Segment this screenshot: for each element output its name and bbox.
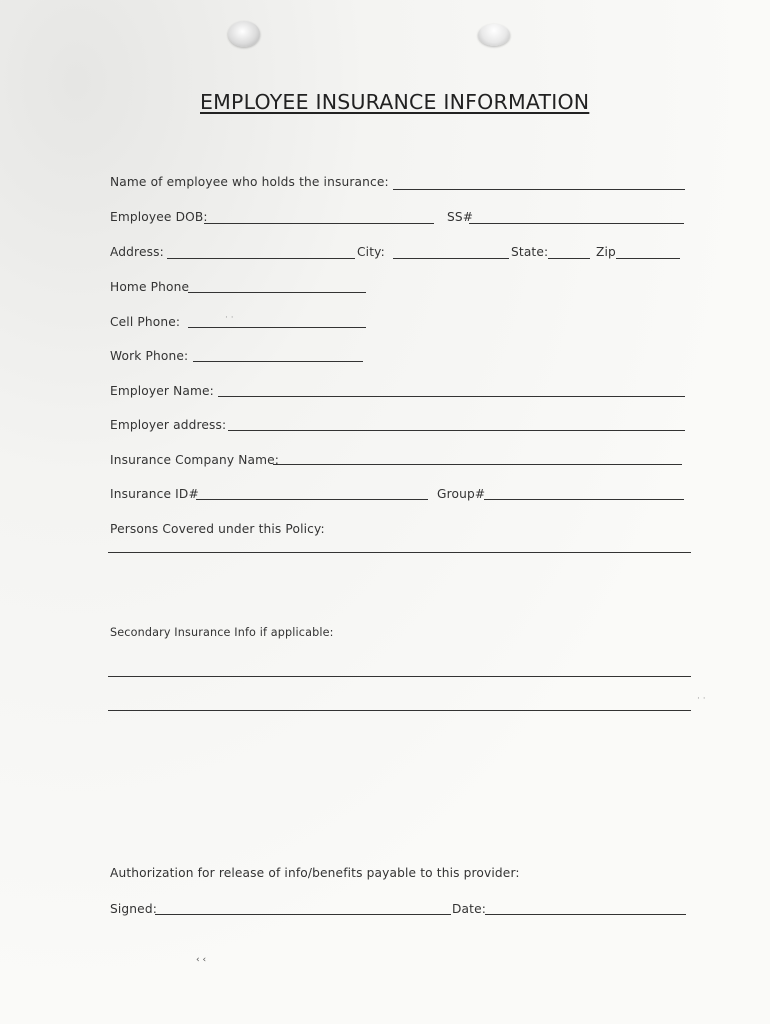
cell-phone-label: Cell Phone: (110, 315, 181, 329)
work-phone-label: Work Phone: (110, 349, 189, 363)
work-phone-field[interactable] (193, 361, 363, 362)
zip-label: Zip (596, 245, 616, 259)
scan-speck: ‹ ‹ (196, 955, 207, 965)
address-field[interactable] (167, 258, 355, 259)
persons-covered-field[interactable] (108, 552, 691, 553)
insurance-company-field[interactable] (273, 464, 682, 465)
city-label: City: (357, 245, 385, 259)
state-field[interactable] (548, 258, 590, 259)
scan-speck: · · (225, 313, 234, 323)
insurance-company-label: Insurance Company Name: (110, 453, 280, 467)
employer-address-field[interactable] (228, 430, 685, 431)
employee-name-label: Name of employee who holds the insurance: (110, 175, 389, 189)
group-field[interactable] (484, 499, 684, 500)
zip-field[interactable] (616, 258, 680, 259)
punch-hole-left (228, 21, 260, 47)
employee-dob-label: Employee DOB: (110, 210, 208, 224)
persons-covered-label: Persons Covered under this Policy: (110, 522, 325, 536)
group-label: Group# (437, 487, 486, 501)
secondary-insurance-field-1[interactable] (108, 676, 691, 677)
employer-name-label: Employer Name: (110, 384, 214, 398)
signed-label: Signed: (110, 902, 157, 916)
cell-phone-field[interactable] (188, 327, 366, 328)
home-phone-field[interactable] (188, 292, 366, 293)
punch-hole-right (478, 24, 510, 46)
ssn-label: SS# (447, 210, 474, 224)
address-label: Address: (110, 245, 164, 259)
scan-speck: · · (697, 694, 706, 704)
date-label: Date: (452, 902, 486, 916)
insurance-id-label: Insurance ID# (110, 487, 199, 501)
state-label: State: (511, 245, 549, 259)
form-title: EMPLOYEE INSURANCE INFORMATION (200, 90, 590, 114)
employer-name-field[interactable] (218, 396, 685, 397)
authorization-label: Authorization for release of info/benefits payable to this provider: (110, 866, 520, 880)
home-phone-label: Home Phone (110, 280, 190, 294)
employee-dob-field[interactable] (204, 223, 434, 224)
employee-name-field[interactable] (393, 189, 685, 190)
ssn-field[interactable] (469, 223, 684, 224)
insurance-id-field[interactable] (196, 499, 428, 500)
signature-field[interactable] (155, 914, 451, 915)
employer-address-label: Employer address: (110, 418, 227, 432)
date-field[interactable] (485, 914, 686, 915)
city-field[interactable] (393, 258, 509, 259)
secondary-insurance-label: Secondary Insurance Info if applicable: (110, 626, 334, 639)
secondary-insurance-field-2[interactable] (108, 710, 691, 711)
